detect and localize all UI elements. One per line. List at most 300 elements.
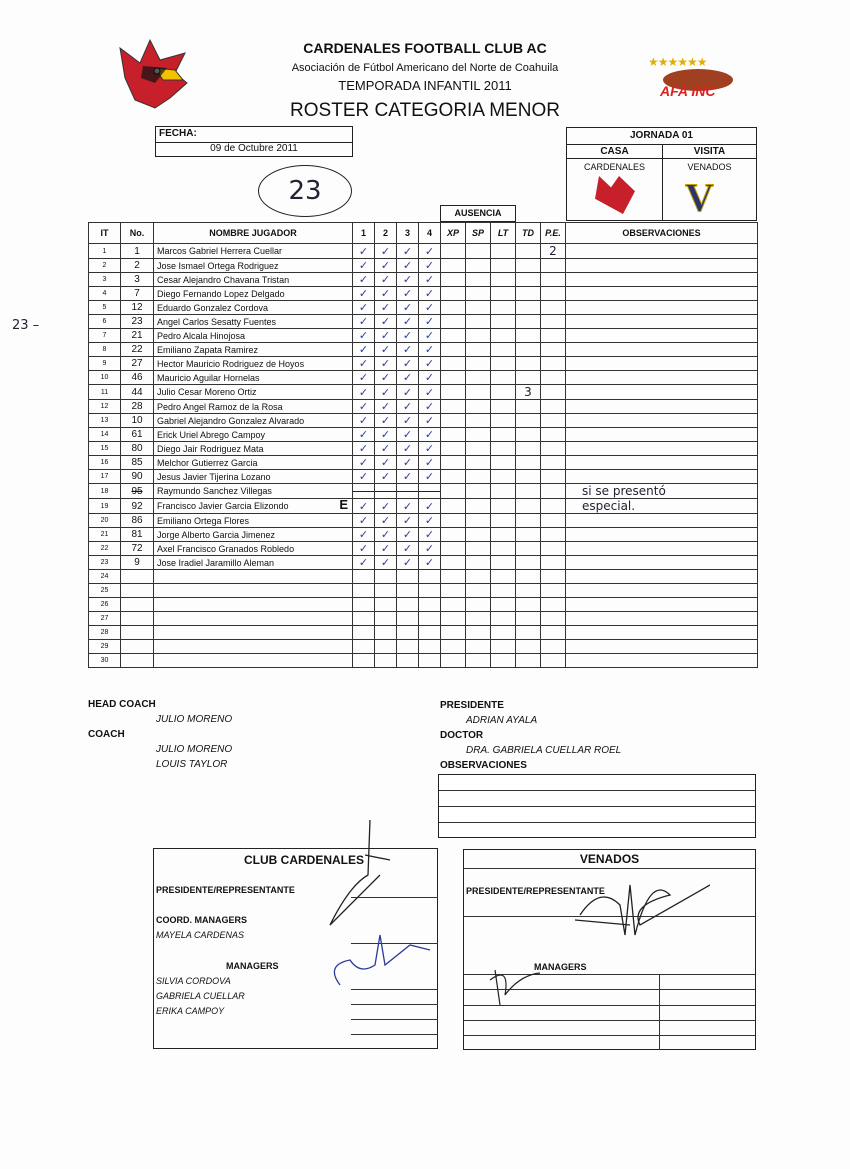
presidente-label: PRESIDENTE: [440, 700, 504, 711]
attendance-check: ✓: [353, 244, 375, 259]
afa-logo: ★★★★★★ AFA INC: [648, 55, 743, 100]
xp-cell: [441, 514, 466, 528]
away-managers-label: MANAGERS: [534, 962, 587, 972]
row-number: 10: [89, 371, 121, 385]
lt-cell: [491, 329, 516, 343]
attendance-check: [375, 626, 397, 640]
attendance-check: ✓: [419, 287, 441, 301]
attendance-check: ✓: [375, 315, 397, 329]
attendance-check: ✓: [419, 556, 441, 570]
attendance-check: ✓: [375, 456, 397, 470]
td-cell: [516, 371, 541, 385]
casa-label: CASA: [600, 146, 629, 157]
attendance-check: [419, 640, 441, 654]
pe-cell: [541, 528, 566, 542]
lt-cell: [491, 514, 516, 528]
xp-cell: [441, 612, 466, 626]
attendance-check: ✓: [375, 244, 397, 259]
lt-cell: [491, 584, 516, 598]
attendance-check: [397, 598, 419, 612]
lt-cell: [491, 598, 516, 612]
row-number: 26: [89, 598, 121, 612]
row-number: 3: [89, 273, 121, 287]
td-cell: [516, 273, 541, 287]
attendance-check: ✓: [353, 385, 375, 400]
jersey-number: 22: [121, 343, 154, 357]
attendance-check: ✓: [353, 273, 375, 287]
attendance-check: [353, 640, 375, 654]
cardinal-logo-small: [595, 176, 635, 214]
attendance-check: ✓: [353, 287, 375, 301]
signature: [320, 815, 440, 995]
player-name: Julio Cesar Moreno Ortiz: [154, 385, 353, 400]
season: TEMPORADA INFANTIL 2011: [338, 78, 512, 93]
observaciones-cell: [566, 470, 758, 484]
observaciones-cell: [566, 315, 758, 329]
observaciones-cell: [566, 556, 758, 570]
attendance-check: ✓: [419, 400, 441, 414]
attendance-check: ✓: [353, 315, 375, 329]
observaciones-cell: [566, 329, 758, 343]
xp-cell: [441, 315, 466, 329]
td-cell: [516, 612, 541, 626]
sp-cell: [466, 514, 491, 528]
player-name: Diego Fernando Lopez Delgado: [154, 287, 353, 301]
sp-cell: [466, 357, 491, 371]
attendance-check: ✓: [375, 357, 397, 371]
observaciones-cell: [566, 442, 758, 456]
manager-name: GABRIELA CUELLAR: [156, 991, 245, 1001]
jersey-number: 3: [121, 273, 154, 287]
lt-cell: [491, 273, 516, 287]
pe-cell: [541, 371, 566, 385]
jornada-box: [566, 127, 757, 221]
attendance-check: ✓: [375, 499, 397, 514]
sp-cell: [466, 329, 491, 343]
observaciones-cell: [566, 273, 758, 287]
attendance-check: ✓: [375, 273, 397, 287]
sp-cell: [466, 259, 491, 273]
pe-cell: [541, 514, 566, 528]
observaciones-cell: si se presentó: [566, 484, 758, 499]
jersey-number: 28: [121, 400, 154, 414]
attendance-check: [353, 598, 375, 612]
pe-cell: [541, 414, 566, 428]
td-cell: [516, 556, 541, 570]
lt-cell: [491, 556, 516, 570]
row-number: 25: [89, 584, 121, 598]
visita-label: VISITA: [693, 146, 726, 157]
attendance-check: ✓: [397, 414, 419, 428]
attendance-check: ✓: [419, 542, 441, 556]
td-cell: [516, 414, 541, 428]
jersey-number: [121, 612, 154, 626]
player-name: Hector Mauricio Rodriguez de Hoyos: [154, 357, 353, 371]
coord-name: MAYELA CARDENAS: [156, 930, 245, 940]
attendance-check: ✓: [353, 499, 375, 514]
row-number: 14: [89, 428, 121, 442]
attendance-check: ✓: [375, 414, 397, 428]
attendance-check: [397, 612, 419, 626]
xp-cell: [441, 484, 466, 499]
presidente-name: ADRIAN AYALA: [466, 715, 538, 726]
pe-cell: [541, 584, 566, 598]
attendance-check: ✓: [353, 301, 375, 315]
attendance-check: ✓: [419, 499, 441, 514]
column-header: NOMBRE JUGADOR: [154, 223, 353, 244]
column-header: XP: [441, 223, 466, 244]
table-row: [89, 442, 758, 456]
td-cell: [516, 301, 541, 315]
table-row: [89, 385, 758, 400]
attendance-check: ✓: [419, 442, 441, 456]
coach-name: LOUIS TAYLOR: [156, 759, 228, 770]
column-header: IT: [89, 223, 121, 244]
pe-cell: [541, 442, 566, 456]
observaciones-cell: [566, 654, 758, 668]
attendance-check: ✓: [353, 542, 375, 556]
row-number: 11: [89, 385, 121, 400]
sp-cell: [466, 570, 491, 584]
column-header: TD: [516, 223, 541, 244]
td-cell: [516, 259, 541, 273]
xp-cell: [441, 244, 466, 259]
attendance-check: ✓: [375, 385, 397, 400]
player-name: Raymundo Sanchez Villegas: [154, 484, 353, 499]
row-number: 24: [89, 570, 121, 584]
column-header: P.E.: [541, 223, 566, 244]
sp-cell: [466, 456, 491, 470]
sp-cell: [466, 470, 491, 484]
pe-cell: [541, 470, 566, 484]
sp-cell: [466, 315, 491, 329]
jersey-number: 81: [121, 528, 154, 542]
player-name: [154, 598, 353, 612]
attendance-check: ✓: [397, 315, 419, 329]
manager-name: SILVIA CORDOVA: [156, 976, 231, 986]
td-cell: [516, 640, 541, 654]
observaciones-cell: [566, 584, 758, 598]
table-row: [89, 456, 758, 470]
lt-cell: [491, 484, 516, 499]
observaciones-cell: [566, 385, 758, 400]
sp-cell: [466, 371, 491, 385]
attendance-check: ✓: [397, 528, 419, 542]
attendance-check: ✓: [419, 385, 441, 400]
table-row: [89, 612, 758, 626]
table-row: [89, 484, 758, 499]
pe-cell: [541, 456, 566, 470]
player-name: Diego Jair Rodriguez Mata: [154, 442, 353, 456]
jersey-number: 2: [121, 259, 154, 273]
column-header: LT: [491, 223, 516, 244]
row-number: 4: [89, 287, 121, 301]
pe-cell: [541, 640, 566, 654]
attendance-check: ✓: [353, 514, 375, 528]
xp-cell: [441, 357, 466, 371]
observaciones-cell: [566, 640, 758, 654]
lt-cell: [491, 414, 516, 428]
xp-cell: [441, 570, 466, 584]
head-coach-label: HEAD COACH: [88, 699, 156, 710]
association-name: Asociación de Fútbol Americano del Norte de Coahuila: [291, 62, 559, 74]
jornada-label: JORNADA 01: [567, 128, 756, 145]
roster-title: ROSTER CATEGORIA MENOR: [290, 100, 560, 121]
attendance-check: [397, 570, 419, 584]
attendance-check: ✓: [375, 528, 397, 542]
td-cell: [516, 499, 541, 514]
attendance-check: [397, 654, 419, 668]
attendance-check: ✓: [397, 428, 419, 442]
column-header: 4: [419, 223, 441, 244]
table-row: [89, 357, 758, 371]
table-row: [89, 329, 758, 343]
td-cell: [516, 315, 541, 329]
attendance-check: ✓: [375, 470, 397, 484]
pe-cell: [541, 570, 566, 584]
pe-cell: [541, 343, 566, 357]
sp-cell: [466, 428, 491, 442]
lt-cell: [491, 259, 516, 273]
circled-player-count: 23: [258, 165, 352, 217]
column-header: No.: [121, 223, 154, 244]
table-row: [89, 470, 758, 484]
attendance-check: ✓: [397, 259, 419, 273]
lt-cell: [491, 244, 516, 259]
jersey-number: 85: [121, 456, 154, 470]
attendance-check: ✓: [419, 371, 441, 385]
lt-cell: [491, 470, 516, 484]
xp-cell: [441, 598, 466, 612]
xp-cell: [441, 626, 466, 640]
pe-cell: [541, 357, 566, 371]
sp-cell: [466, 400, 491, 414]
attendance-check: ✓: [353, 400, 375, 414]
roster-table: [88, 222, 758, 668]
row-number: 22: [89, 542, 121, 556]
player-name: Melchor Gutierrez Garcia: [154, 456, 353, 470]
player-name: Axel Francisco Granados Robledo: [154, 542, 353, 556]
observaciones-cell: [566, 598, 758, 612]
sp-cell: [466, 499, 491, 514]
sp-cell: [466, 542, 491, 556]
td-cell: [516, 598, 541, 612]
observaciones-cell: [566, 542, 758, 556]
attendance-check: ✓: [353, 470, 375, 484]
table-row: [89, 315, 758, 329]
away-pres-label: PRESIDENTE/REPRESENTANTE: [466, 886, 605, 896]
attendance-check: [419, 484, 441, 499]
handwritten-mark: E: [339, 497, 348, 512]
attendance-check: ✓: [397, 442, 419, 456]
column-header: 2: [375, 223, 397, 244]
pe-cell: [541, 301, 566, 315]
attendance-check: ✓: [375, 442, 397, 456]
home-box-title: CLUB CARDENALES: [244, 853, 364, 867]
lt-cell: [491, 385, 516, 400]
attendance-check: [419, 584, 441, 598]
pe-cell: [541, 259, 566, 273]
attendance-check: ✓: [375, 428, 397, 442]
jersey-number: [121, 584, 154, 598]
attendance-check: [353, 626, 375, 640]
lt-cell: [491, 343, 516, 357]
table-row: [89, 343, 758, 357]
xp-cell: [441, 371, 466, 385]
attendance-check: ✓: [419, 244, 441, 259]
row-number: 12: [89, 400, 121, 414]
table-row: [89, 570, 758, 584]
attendance-check: ✓: [397, 301, 419, 315]
row-number: 28: [89, 626, 121, 640]
td-cell: [516, 528, 541, 542]
observaciones-cell: [566, 259, 758, 273]
attendance-check: ✓: [397, 556, 419, 570]
sp-cell: [466, 612, 491, 626]
attendance-check: ✓: [353, 259, 375, 273]
xp-cell: [441, 329, 466, 343]
home-pres-label: PRESIDENTE/REPRESENTANTE: [156, 885, 295, 895]
xp-cell: [441, 442, 466, 456]
td-cell: [516, 542, 541, 556]
player-name: Emiliano Zapata Ramirez: [154, 343, 353, 357]
row-number: 17: [89, 470, 121, 484]
lt-cell: [491, 428, 516, 442]
xp-cell: [441, 273, 466, 287]
player-name: Jose Ismael Ortega Rodriguez: [154, 259, 353, 273]
td-cell: [516, 514, 541, 528]
jersey-number: 23: [121, 315, 154, 329]
fecha-label: FECHA:: [159, 128, 197, 139]
table-row: [89, 556, 758, 570]
lt-cell: [491, 612, 516, 626]
player-name: Pedro Angel Ramoz de la Rosa: [154, 400, 353, 414]
jersey-number: 92: [121, 499, 154, 514]
attendance-check: ✓: [419, 456, 441, 470]
lt-cell: [491, 626, 516, 640]
attendance-check: [375, 484, 397, 499]
lt-cell: [491, 287, 516, 301]
player-name: Erick Uriel Abrego Campoy: [154, 428, 353, 442]
jersey-number: [121, 598, 154, 612]
pe-cell: [541, 315, 566, 329]
attendance-check: [397, 584, 419, 598]
sp-cell: [466, 244, 491, 259]
jersey-number: 7: [121, 287, 154, 301]
pe-cell: [541, 542, 566, 556]
attendance-check: [353, 584, 375, 598]
attendance-check: ✓: [419, 329, 441, 343]
attendance-check: ✓: [353, 528, 375, 542]
player-name: Gabriel Alejandro Gonzalez Alvarado: [154, 414, 353, 428]
row-number: 2: [89, 259, 121, 273]
attendance-check: [375, 570, 397, 584]
observaciones-cell: [566, 371, 758, 385]
attendance-check: [419, 654, 441, 668]
sp-cell: [466, 528, 491, 542]
observaciones-cell: [566, 301, 758, 315]
row-number: 9: [89, 357, 121, 371]
row-number: 21: [89, 528, 121, 542]
attendance-check: ✓: [375, 259, 397, 273]
doctor-name: DRA. GABRIELA CUELLAR ROEL: [466, 745, 622, 756]
observaciones-cell: [566, 343, 758, 357]
attendance-check: ✓: [419, 528, 441, 542]
table-row: [89, 400, 758, 414]
player-name: [154, 584, 353, 598]
row-number: 8: [89, 343, 121, 357]
attendance-check: [375, 640, 397, 654]
attendance-check: [419, 626, 441, 640]
attendance-check: ✓: [397, 499, 419, 514]
sp-cell: [466, 287, 491, 301]
sp-cell: [466, 584, 491, 598]
row-number: 5: [89, 301, 121, 315]
ausencia-header: AUSENCIA: [440, 205, 516, 222]
row-number: 7: [89, 329, 121, 343]
jersey-number: 10: [121, 414, 154, 428]
table-row: [89, 273, 758, 287]
lt-cell: [491, 400, 516, 414]
lt-cell: [491, 640, 516, 654]
attendance-check: ✓: [397, 542, 419, 556]
table-row: [89, 287, 758, 301]
pe-cell: [541, 329, 566, 343]
attendance-check: ✓: [419, 470, 441, 484]
column-header: 1: [353, 223, 375, 244]
observaciones-cell: [566, 612, 758, 626]
attendance-check: ✓: [419, 301, 441, 315]
observaciones-cell: [566, 528, 758, 542]
attendance-check: ✓: [397, 456, 419, 470]
row-number: 18: [89, 484, 121, 499]
attendance-check: ✓: [353, 414, 375, 428]
attendance-check: ✓: [419, 357, 441, 371]
attendance-check: [419, 570, 441, 584]
player-name: Marcos Gabriel Herrera Cuellar: [154, 244, 353, 259]
table-row: [89, 640, 758, 654]
player-name: [154, 626, 353, 640]
venados-logo: V: [685, 175, 714, 220]
sp-cell: [466, 414, 491, 428]
margin-note: 23 –: [12, 318, 40, 333]
td-cell: 3: [516, 385, 541, 400]
player-name: Jose Iradiel Jaramillo Aleman: [154, 556, 353, 570]
attendance-check: ✓: [397, 357, 419, 371]
attendance-check: ✓: [353, 357, 375, 371]
jersey-number: 80: [121, 442, 154, 456]
attendance-check: [353, 654, 375, 668]
table-row: [89, 514, 758, 528]
player-name: Eduardo Gonzalez Cordova: [154, 301, 353, 315]
player-name: Jorge Alberto Garcia Jimenez: [154, 528, 353, 542]
table-row: [89, 301, 758, 315]
attendance-check: [397, 626, 419, 640]
xp-cell: [441, 499, 466, 514]
observaciones-cell: [566, 414, 758, 428]
table-row: [89, 542, 758, 556]
observaciones-cell: [566, 400, 758, 414]
lt-cell: [491, 357, 516, 371]
td-cell: [516, 484, 541, 499]
attendance-check: ✓: [397, 470, 419, 484]
player-name: [154, 570, 353, 584]
lt-cell: [491, 528, 516, 542]
attendance-check: ✓: [353, 556, 375, 570]
attendance-check: ✓: [353, 442, 375, 456]
row-number: 29: [89, 640, 121, 654]
column-header: 3: [397, 223, 419, 244]
